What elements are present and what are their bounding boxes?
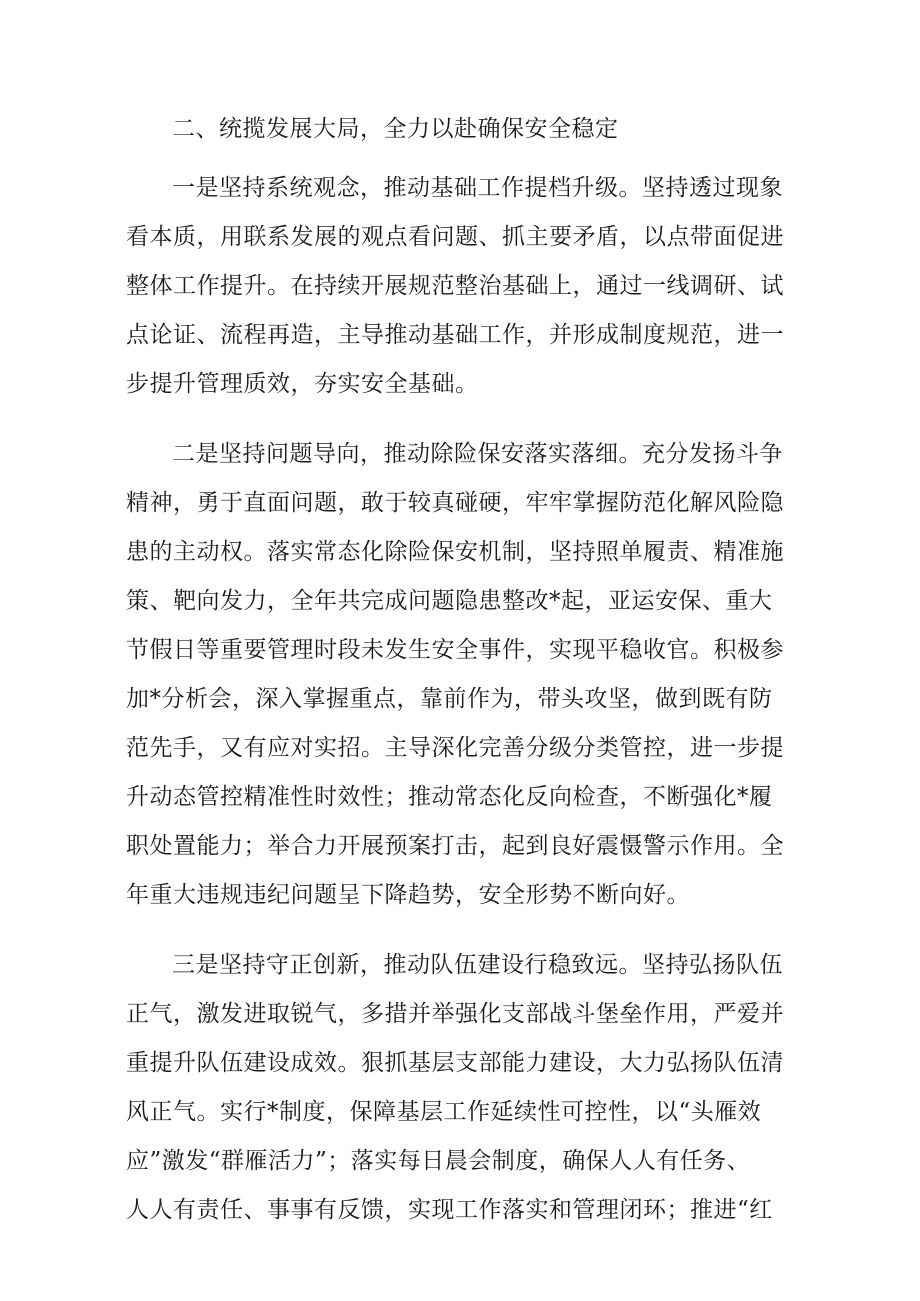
paragraph-3-line-4: 风正气。实行*制度，保障基层工作延续性可控性，以“头雁效	[126, 1099, 762, 1125]
paragraph-2-line-3: 患的主动权。落实常态化除险保安机制，坚持照单履责、精准施	[126, 539, 784, 565]
paragraph-2-line-1: 二是坚持问题导向，推动除险保安落实落细。充分发扬斗争	[172, 441, 783, 467]
paragraph-1-line-4: 点论证、流程再造，主导推动基础工作，并形成制度规范，进一	[126, 322, 784, 348]
paragraph-2-line-7: 范先手，又有应对实招。主导深化完善分级分类管控，进一步提	[126, 735, 784, 761]
paragraph-3-line-6: 人人有责任、事事有反馈，实现工作落实和管理闭环；推进“红	[126, 1197, 773, 1223]
paragraph-3-line-2: 正气，激发进取锐气，多措并举强化支部战斗堡垒作用，严爱并	[126, 1001, 784, 1027]
section-heading: 二、统揽发展大局，全力以赴确保安全稳定	[172, 116, 619, 142]
paragraph-1-line-5: 步提升管理质效，夯实安全基础。	[126, 371, 479, 397]
paragraph-2-line-8: 升动态管控精准性时效性；推动常态化反向检查，不断强化*履	[126, 784, 773, 810]
paragraph-3-line-5: 应”激发“群雁活力”；落实每日晨会制度，确保人人有任务、	[126, 1148, 751, 1174]
paragraph-2-line-5: 节假日等重要管理时段未发生安全事件，实现平稳收官。积极参	[126, 637, 784, 663]
paragraph-2-line-6: 加*分析会，深入掌握重点，靠前作为，带头攻坚，做到既有防	[126, 686, 773, 712]
paragraph-2-line-4: 策、靶向发力，全年共完成问题隐患整改*起，亚运安保、重大	[126, 588, 773, 614]
paragraph-1-line-1: 一是坚持系统观念，推动基础工作提档升级。坚持透过现象	[172, 175, 783, 201]
paragraph-2-line-10: 年重大违规违纪问题呈下降趋势，安全形势不断向好。	[126, 882, 690, 908]
paragraph-3-line-3: 重提升队伍建设成效。狠抓基层支部能力建设，大力弘扬队伍清	[126, 1050, 784, 1076]
paragraph-2-line-9: 职处置能力；举合力开展预案打击，起到良好震慑警示作用。全	[126, 833, 784, 859]
paragraph-3-line-1: 三是坚持守正创新，推动队伍建设行稳致远。坚持弘扬队伍	[172, 952, 783, 978]
paragraph-1-line-2: 看本质，用联系发展的观点看问题、抓主要矛盾，以点带面促进	[126, 224, 784, 250]
paragraph-2-line-2: 精神，勇于直面问题，敢于较真碰硬，牢牢掌握防范化解风险隐	[126, 490, 784, 516]
paragraph-1-line-3: 整体工作提升。在持续开展规范整治基础上，通过一线调研、试	[126, 273, 784, 299]
